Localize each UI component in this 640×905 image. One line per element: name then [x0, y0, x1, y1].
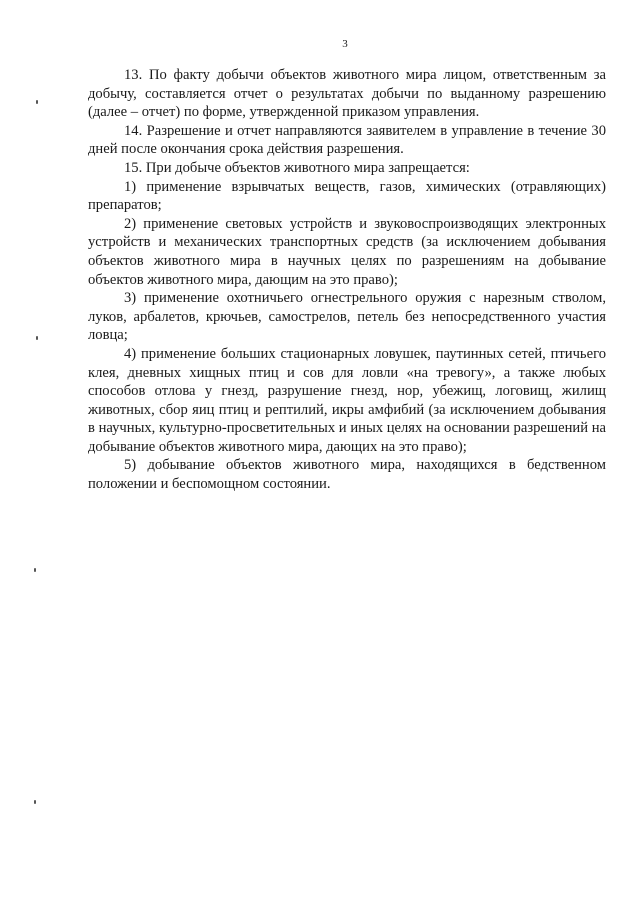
list-item-3: 3) применение охотничьего огнестрельного оружия с нарезным стволом, луков, арбалетов, крючьев, самострелов, петель без непосредственного участия ловца;: [88, 290, 606, 344]
paragraph-14: 14. Разрешение и отчет направляются заявителем в управление в течение 30 дней после окончания срока действия разрешения.: [88, 122, 606, 158]
page-number: 3: [342, 38, 348, 50]
scan-speck: [34, 800, 36, 804]
scan-speck: [36, 100, 38, 104]
list-item-4: 4) применение больших стационарных ловушек, паутинных сетей, птичьего клея, дневных хищных птиц и сов для ловли «на тревогу», а также любых способов отлова у гнезд, разрушение гнезд, нор, убежищ, логовищ, жилищ животных, сбор яиц птиц и рептилий, икры амфибий (за исключением добывания в научных, культурно-просветительных и иных целях на основании разрешений на добывание объектов животного мира, дающих на это право);: [88, 345, 606, 455]
list-item-5: 5) добывание объектов животного мира, находящихся в бедственном положении и беспомощном состоянии.: [88, 457, 606, 493]
paragraph-13: 13. По факту добычи объектов животного мира лицом, ответственным за добычу, составляется отчет о результатах добычи по выданному разрешению (далее – отчет) по форме, утвержденной приказом управления.: [88, 67, 606, 121]
list-item-1: 1) применение взрывчатых веществ, газов, химических (отравляющих) препаратов;: [88, 178, 606, 214]
document-body: [88, 66, 606, 494]
scan-speck: [34, 568, 36, 572]
scan-speck: [36, 336, 38, 340]
paragraph-15: 15. При добыче объектов животного мира запрещается:: [124, 159, 470, 176]
list-item-2: 2) применение световых устройств и звуковоспроизводящих электронных устройств и механических транспортных средств (за исключением добывания объектов животного мира в научных целях по разрешениям на добывание объектов животного мира, дающим на это право);: [88, 215, 606, 288]
